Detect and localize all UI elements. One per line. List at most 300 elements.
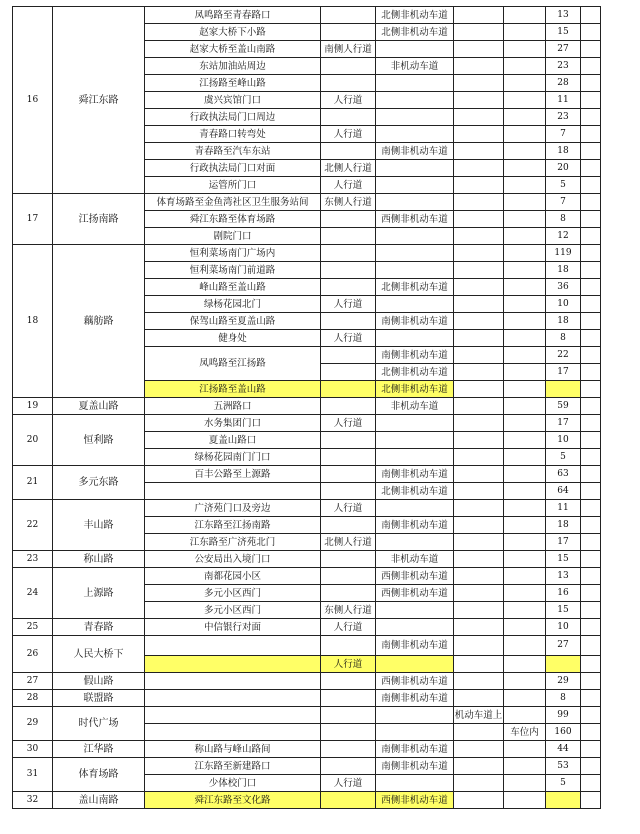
road-name-cell: 联盟路 (53, 690, 145, 707)
remarks-cell (581, 228, 601, 245)
segment-cell: 绿杨花园北门 (145, 296, 321, 313)
road-name-cell: 时代广场 (53, 707, 145, 741)
motor-lane-cell (454, 724, 504, 741)
document-page (12, 6, 601, 809)
motor-lane-cell (454, 75, 504, 92)
motor-lane-cell (454, 690, 504, 707)
non-motor-lane-cell: 北侧非机动车道 (376, 483, 454, 500)
remarks-cell (581, 194, 601, 211)
non-motor-lane-cell: 南侧非机动车道 (376, 690, 454, 707)
road-name-cell: 上源路 (53, 568, 145, 619)
table-body (13, 7, 601, 809)
segment-cell: 多元小区西门 (145, 585, 321, 602)
parking-spot-cell (504, 92, 546, 109)
row-number-cell: 18 (13, 245, 53, 398)
non-motor-lane-cell: 西侧非机动车道 (376, 211, 454, 228)
sidewalk-cell (321, 585, 376, 602)
motor-lane-cell (454, 24, 504, 41)
remarks-cell (581, 690, 601, 707)
non-motor-lane-cell: 南侧非机动车道 (376, 466, 454, 483)
remarks-cell (581, 551, 601, 568)
sidewalk-cell (321, 568, 376, 585)
parking-spot-cell (504, 551, 546, 568)
count-cell: 160 (546, 724, 581, 741)
non-motor-lane-cell: 北侧非机动车道 (376, 24, 454, 41)
row-number-cell: 24 (13, 568, 53, 619)
segment-cell: 凤鸣路至青春路口 (145, 7, 321, 24)
count-cell: 7 (546, 194, 581, 211)
motor-lane-cell (454, 347, 504, 364)
parking-spot-cell (504, 775, 546, 792)
non-motor-lane-cell (376, 656, 454, 673)
segment-cell: 舜江东路至体育场路 (145, 211, 321, 228)
motor-lane-cell (454, 758, 504, 775)
segment-cell: 少体校门口 (145, 775, 321, 792)
remarks-cell (581, 585, 601, 602)
non-motor-lane-cell: 非机动车道 (376, 551, 454, 568)
road-name-cell: 丰山路 (53, 500, 145, 551)
remarks-cell (581, 262, 601, 279)
remarks-cell (581, 24, 601, 41)
segment-cell: 体育场路至金鱼湾社区卫生服务站间 (145, 194, 321, 211)
count-cell: 29 (546, 673, 581, 690)
motor-lane-cell: 机动车道上 (454, 707, 504, 724)
non-motor-lane-cell: 非机动车道 (376, 58, 454, 75)
sidewalk-cell: 南侧人行道 (321, 41, 376, 58)
count-cell: 53 (546, 758, 581, 775)
remarks-cell (581, 466, 601, 483)
sidewalk-cell: 北侧人行道 (321, 534, 376, 551)
sidewalk-cell (321, 517, 376, 534)
motor-lane-cell (454, 775, 504, 792)
parking-spot-cell (504, 690, 546, 707)
segment-cell: 运管所门口 (145, 177, 321, 194)
non-motor-lane-cell (376, 160, 454, 177)
row-number-cell: 26 (13, 636, 53, 673)
parking-spot-cell (504, 792, 546, 809)
motor-lane-cell (454, 415, 504, 432)
motor-lane-cell (454, 398, 504, 415)
motor-lane-cell (454, 585, 504, 602)
segment-cell: 凤鸣路至江扬路 (145, 347, 321, 381)
remarks-cell (581, 517, 601, 534)
count-cell: 17 (546, 415, 581, 432)
sidewalk-cell: 人行道 (321, 126, 376, 143)
remarks-cell (581, 160, 601, 177)
count-cell: 16 (546, 585, 581, 602)
remarks-cell (581, 7, 601, 24)
segment-cell: 江东路至江扬南路 (145, 517, 321, 534)
non-motor-lane-cell: 南侧非机动车道 (376, 347, 454, 364)
parking-spot-cell (504, 364, 546, 381)
non-motor-lane-cell (376, 330, 454, 347)
segment-cell (145, 636, 321, 656)
parking-spot-cell (504, 432, 546, 449)
count-cell: 13 (546, 568, 581, 585)
parking-spot-cell (504, 126, 546, 143)
motor-lane-cell (454, 58, 504, 75)
non-motor-lane-cell: 南侧非机动车道 (376, 741, 454, 758)
remarks-cell (581, 398, 601, 415)
segment-cell: 江扬路至盖山路 (145, 381, 321, 398)
sidewalk-cell (321, 466, 376, 483)
parking-spot-cell: 车位内 (504, 724, 546, 741)
motor-lane-cell (454, 483, 504, 500)
row-number-cell: 22 (13, 500, 53, 551)
remarks-cell (581, 313, 601, 330)
parking-spot-cell (504, 500, 546, 517)
motor-lane-cell (454, 673, 504, 690)
remarks-cell (581, 619, 601, 636)
segment-cell (145, 656, 321, 673)
sidewalk-cell: 人行道 (321, 296, 376, 313)
row-number-cell: 21 (13, 466, 53, 500)
count-cell: 5 (546, 177, 581, 194)
remarks-cell (581, 741, 601, 758)
row-number-cell: 27 (13, 673, 53, 690)
parking-spot-cell (504, 636, 546, 656)
count-cell: 17 (546, 364, 581, 381)
motor-lane-cell (454, 177, 504, 194)
remarks-cell (581, 758, 601, 775)
remarks-cell (581, 483, 601, 500)
parking-spot-cell (504, 517, 546, 534)
parking-spot-cell (504, 41, 546, 58)
count-cell: 10 (546, 432, 581, 449)
remarks-cell (581, 41, 601, 58)
row-number-cell: 25 (13, 619, 53, 636)
non-motor-lane-cell: 南侧非机动车道 (376, 517, 454, 534)
parking-spot-cell (504, 673, 546, 690)
remarks-cell (581, 279, 601, 296)
row-number-cell: 32 (13, 792, 53, 809)
motor-lane-cell (454, 534, 504, 551)
sidewalk-cell: 人行道 (321, 92, 376, 109)
non-motor-lane-cell: 南侧非机动车道 (376, 636, 454, 656)
parking-spot-cell (504, 347, 546, 364)
road-name-cell: 人民大桥下 (53, 636, 145, 673)
motor-lane-cell (454, 466, 504, 483)
row-number-cell: 23 (13, 551, 53, 568)
parking-spot-cell (504, 7, 546, 24)
table-row (13, 707, 601, 724)
segment-cell: 南都花园小区 (145, 568, 321, 585)
sidewalk-cell (321, 741, 376, 758)
motor-lane-cell (454, 296, 504, 313)
sidewalk-cell (321, 347, 376, 364)
sidewalk-cell (321, 24, 376, 41)
parking-spot-cell (504, 24, 546, 41)
parking-spot-cell (504, 707, 546, 724)
motor-lane-cell (454, 126, 504, 143)
sidewalk-cell: 人行道 (321, 415, 376, 432)
count-cell: 18 (546, 262, 581, 279)
non-motor-lane-cell: 北侧非机动车道 (376, 381, 454, 398)
segment-cell: 东站加油站周边 (145, 58, 321, 75)
count-cell: 11 (546, 500, 581, 517)
non-motor-lane-cell: 南侧非机动车道 (376, 758, 454, 775)
parking-spot-cell (504, 449, 546, 466)
row-number-cell: 28 (13, 690, 53, 707)
parking-spot-cell (504, 194, 546, 211)
sidewalk-cell (321, 262, 376, 279)
segment-cell: 虞兴宾馆门口 (145, 92, 321, 109)
remarks-cell (581, 347, 601, 364)
sidewalk-cell (321, 690, 376, 707)
parking-spot-cell (504, 177, 546, 194)
segment-cell: 行政执法局门口周边 (145, 109, 321, 126)
sidewalk-cell: 北侧人行道 (321, 160, 376, 177)
segment-cell: 恒利菜场南门广场内 (145, 245, 321, 262)
count-cell: 99 (546, 707, 581, 724)
sidewalk-cell (321, 707, 376, 724)
remarks-cell (581, 92, 601, 109)
non-motor-lane-cell (376, 41, 454, 58)
parking-spot-cell (504, 211, 546, 228)
segment-cell: 百丰公路至上源路 (145, 466, 321, 483)
remarks-cell (581, 126, 601, 143)
motor-lane-cell (454, 313, 504, 330)
remarks-cell (581, 143, 601, 160)
sidewalk-cell (321, 245, 376, 262)
non-motor-lane-cell: 西侧非机动车道 (376, 792, 454, 809)
remarks-cell (581, 415, 601, 432)
motor-lane-cell (454, 500, 504, 517)
non-motor-lane-cell (376, 177, 454, 194)
table-row (13, 636, 601, 656)
parking-spot-cell (504, 245, 546, 262)
segment-cell: 舜江东路至文化路 (145, 792, 321, 809)
count-cell: 119 (546, 245, 581, 262)
segment-cell: 青春路口转弯处 (145, 126, 321, 143)
non-motor-lane-cell (376, 262, 454, 279)
segment-cell (145, 707, 321, 724)
segment-cell: 保驾山路至夏盖山路 (145, 313, 321, 330)
remarks-cell (581, 364, 601, 381)
sidewalk-cell (321, 58, 376, 75)
motor-lane-cell (454, 160, 504, 177)
non-motor-lane-cell (376, 245, 454, 262)
non-motor-lane-cell (376, 126, 454, 143)
table-row (13, 758, 601, 775)
segment-cell: 公安局出入境门口 (145, 551, 321, 568)
remarks-cell (581, 432, 601, 449)
road-name-cell: 夏盖山路 (53, 398, 145, 415)
remarks-cell (581, 330, 601, 347)
motor-lane-cell (454, 92, 504, 109)
count-cell: 10 (546, 619, 581, 636)
sidewalk-cell (321, 792, 376, 809)
row-number-cell: 31 (13, 758, 53, 792)
parking-spot-cell (504, 296, 546, 313)
count-cell: 63 (546, 466, 581, 483)
motor-lane-cell (454, 143, 504, 160)
motor-lane-cell (454, 109, 504, 126)
parking-spot-cell (504, 58, 546, 75)
motor-lane-cell (454, 619, 504, 636)
road-name-cell: 恒利路 (53, 415, 145, 466)
parking-spot-cell (504, 741, 546, 758)
motor-lane-cell (454, 245, 504, 262)
sidewalk-cell: 人行道 (321, 619, 376, 636)
count-cell: 36 (546, 279, 581, 296)
table-row (13, 245, 601, 262)
non-motor-lane-cell: 南侧非机动车道 (376, 313, 454, 330)
non-motor-lane-cell (376, 194, 454, 211)
table-row (13, 7, 601, 24)
non-motor-lane-cell (376, 415, 454, 432)
motor-lane-cell (454, 211, 504, 228)
motor-lane-cell (454, 7, 504, 24)
motor-lane-cell (454, 551, 504, 568)
parking-spot-cell (504, 75, 546, 92)
parking-spot-cell (504, 415, 546, 432)
sidewalk-cell (321, 758, 376, 775)
non-motor-lane-cell: 南侧非机动车道 (376, 143, 454, 160)
remarks-cell (581, 792, 601, 809)
sidewalk-cell (321, 449, 376, 466)
sidewalk-cell (321, 109, 376, 126)
table-row (13, 690, 601, 707)
count-cell: 5 (546, 775, 581, 792)
remarks-cell (581, 245, 601, 262)
road-name-cell: 假山路 (53, 673, 145, 690)
parking-spot-cell (504, 585, 546, 602)
count-cell: 8 (546, 690, 581, 707)
road-name-cell: 藕舫路 (53, 245, 145, 398)
road-name-cell: 体育场路 (53, 758, 145, 792)
non-motor-lane-cell (376, 602, 454, 619)
remarks-cell (581, 296, 601, 313)
remarks-cell (581, 500, 601, 517)
segment-cell (145, 724, 321, 741)
motor-lane-cell (454, 432, 504, 449)
parking-spot-cell (504, 313, 546, 330)
parking-spot-cell (504, 483, 546, 500)
count-cell: 12 (546, 228, 581, 245)
segment-cell: 江东路至新建路口 (145, 758, 321, 775)
row-number-cell: 30 (13, 741, 53, 758)
parking-spot-cell (504, 758, 546, 775)
table-row (13, 673, 601, 690)
table-row (13, 398, 601, 415)
count-cell: 15 (546, 551, 581, 568)
row-number-cell: 20 (13, 415, 53, 466)
parking-spot-cell (504, 109, 546, 126)
non-motor-lane-cell (376, 296, 454, 313)
sidewalk-cell (321, 636, 376, 656)
count-cell: 15 (546, 24, 581, 41)
count-cell: 18 (546, 517, 581, 534)
motor-lane-cell (454, 517, 504, 534)
row-number-cell: 29 (13, 707, 53, 741)
sidewalk-cell (321, 143, 376, 160)
motor-lane-cell (454, 228, 504, 245)
non-motor-lane-cell (376, 534, 454, 551)
remarks-cell (581, 775, 601, 792)
segment-cell: 赵家大桥至盖山南路 (145, 41, 321, 58)
sidewalk-cell (321, 313, 376, 330)
non-motor-lane-cell: 西侧非机动车道 (376, 585, 454, 602)
sidewalk-cell: 人行道 (321, 330, 376, 347)
non-motor-lane-cell: 西侧非机动车道 (376, 673, 454, 690)
row-number-cell: 16 (13, 7, 53, 194)
count-cell: 22 (546, 347, 581, 364)
count-cell: 7 (546, 126, 581, 143)
parking-spot-cell (504, 619, 546, 636)
segment-cell: 绿杨花园南门门口 (145, 449, 321, 466)
row-number-cell: 19 (13, 398, 53, 415)
remarks-cell (581, 724, 601, 741)
sidewalk-cell: 人行道 (321, 500, 376, 517)
sidewalk-cell (321, 228, 376, 245)
non-motor-lane-cell: 北侧非机动车道 (376, 279, 454, 296)
segment-cell: 江东路至广济苑北门 (145, 534, 321, 551)
parking-table (12, 6, 601, 809)
motor-lane-cell (454, 636, 504, 656)
count-cell: 17 (546, 534, 581, 551)
remarks-cell (581, 177, 601, 194)
non-motor-lane-cell: 北侧非机动车道 (376, 364, 454, 381)
parking-spot-cell (504, 602, 546, 619)
count-cell: 8 (546, 330, 581, 347)
count-cell: 8 (546, 211, 581, 228)
sidewalk-cell (321, 211, 376, 228)
remarks-cell (581, 58, 601, 75)
non-motor-lane-cell (376, 75, 454, 92)
segment-cell: 江扬路至峰山路 (145, 75, 321, 92)
table-row (13, 568, 601, 585)
parking-spot-cell (504, 330, 546, 347)
segment-cell: 赵家大桥下小路 (145, 24, 321, 41)
segment-cell: 剧院门口 (145, 228, 321, 245)
segment-cell: 水务集团门口 (145, 415, 321, 432)
segment-cell: 广济苑门口及旁边 (145, 500, 321, 517)
remarks-cell (581, 636, 601, 656)
motor-lane-cell (454, 279, 504, 296)
non-motor-lane-cell (376, 449, 454, 466)
remarks-cell (581, 449, 601, 466)
segment-cell (145, 673, 321, 690)
table-row (13, 466, 601, 483)
remarks-cell (581, 707, 601, 724)
count-cell: 64 (546, 483, 581, 500)
motor-lane-cell (454, 568, 504, 585)
count-cell (546, 656, 581, 673)
road-name-cell: 江扬南路 (53, 194, 145, 245)
non-motor-lane-cell (376, 707, 454, 724)
sidewalk-cell (321, 279, 376, 296)
table-row (13, 551, 601, 568)
sidewalk-cell (321, 483, 376, 500)
remarks-cell (581, 381, 601, 398)
segment-cell: 健身处 (145, 330, 321, 347)
motor-lane-cell (454, 449, 504, 466)
motor-lane-cell (454, 364, 504, 381)
count-cell: 18 (546, 313, 581, 330)
non-motor-lane-cell: 非机动车道 (376, 398, 454, 415)
count-cell: 28 (546, 75, 581, 92)
segment-cell (145, 690, 321, 707)
count-cell: 10 (546, 296, 581, 313)
non-motor-lane-cell: 北侧非机动车道 (376, 7, 454, 24)
non-motor-lane-cell (376, 432, 454, 449)
parking-spot-cell (504, 381, 546, 398)
table-row (13, 415, 601, 432)
remarks-cell (581, 602, 601, 619)
non-motor-lane-cell (376, 724, 454, 741)
segment-cell: 中信银行对面 (145, 619, 321, 636)
